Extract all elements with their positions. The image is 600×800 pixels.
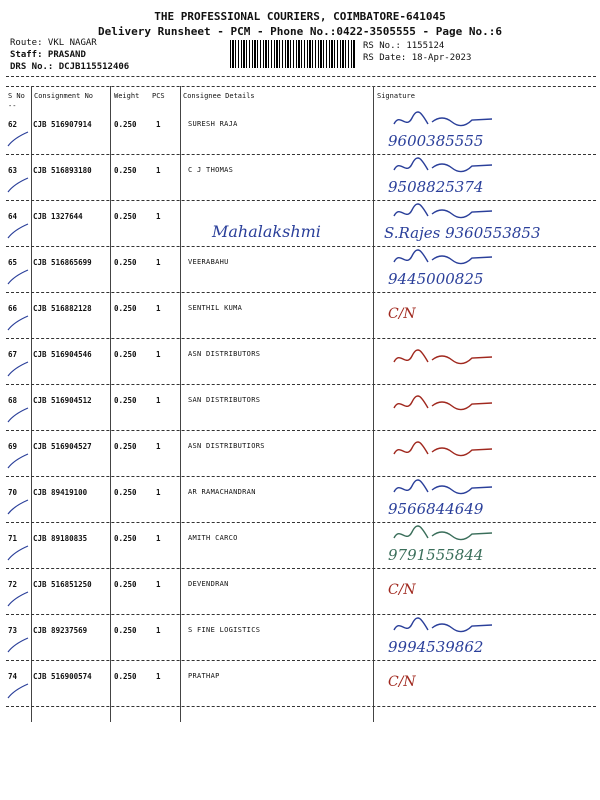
row-sno: 63 [8,166,18,175]
signature-scribble [392,478,502,500]
row-divider [6,430,596,431]
check-mark-icon [4,176,30,196]
row-divider [6,338,596,339]
row-consignment-no: CJB 516904512 [33,396,92,405]
row-pcs: 1 [156,442,161,451]
row-divider [6,614,596,615]
row-consignee: AR RAMACHANDRAN [188,488,256,496]
handwritten-signature: 9600385555 [388,132,484,150]
row-pcs: 1 [156,166,161,175]
handwritten-signature: 9566844649 [388,500,484,518]
check-mark-icon [4,636,30,656]
row-weight: 0.250 [114,304,137,313]
row-sno: 74 [8,672,18,681]
row-consignment-no: CJB 89180835 [33,534,88,543]
row-consignee: C J THOMAS [188,166,234,174]
runsheet-subtitle: Delivery Runsheet - PCM - Phone No.:0422-3505555 - Page No.:6 [98,25,502,38]
row-consignment-no: CJB 516900574 [33,672,92,681]
row-consignment-no: CJB 516907914 [33,120,92,129]
handwritten-signature: C/N [388,674,416,690]
company-title: THE PROFESSIONAL COURIERS, COIMBATORE-641045 [154,10,446,23]
check-mark-icon [4,452,30,472]
row-divider [6,660,596,661]
row-weight: 0.250 [114,350,137,359]
check-mark-icon [4,222,30,242]
signature-scribble [392,202,502,224]
col-header-sno: S No [8,92,25,100]
handwritten-signature: 9445000825 [388,270,484,288]
row-pcs: 1 [156,488,161,497]
row-divider [6,154,596,155]
row-divider [6,522,596,523]
table-row [0,294,600,340]
check-mark-icon [4,268,30,288]
row-consignee: SENTHIL KUMA [188,304,243,312]
rs-number: RS No.: 1155124 [363,41,445,51]
table-row [0,340,600,386]
check-mark-icon [4,590,30,610]
row-weight: 0.250 [114,120,137,129]
table-row [0,570,600,616]
signature-scribble [392,440,502,462]
row-weight: 0.250 [114,442,137,451]
sno-underline: -- [8,102,17,110]
row-sno: 64 [8,212,18,221]
row-divider [6,292,596,293]
signature-scribble [392,394,502,416]
row-pcs: 1 [156,396,161,405]
check-mark-icon [4,406,30,426]
row-divider [6,200,596,201]
row-pcs: 1 [156,580,161,589]
row-weight: 0.250 [114,580,137,589]
table-row [0,110,600,156]
row-pcs: 1 [156,120,161,129]
row-consignee: AMITH CARCO [188,534,238,542]
row-sno: 66 [8,304,18,313]
row-weight: 0.250 [114,534,137,543]
table-row [0,478,600,524]
signature-scribble [392,156,502,178]
table-row [0,386,600,432]
row-consignment-no: CJB 89237569 [33,626,88,635]
row-weight: 0.250 [114,212,137,221]
check-mark-icon [4,314,30,334]
row-pcs: 1 [156,672,161,681]
table-row [0,156,600,202]
barcode [230,40,356,68]
handwritten-signature: 9791555844 [388,546,484,564]
col-header-consignment: Consignment No [34,92,94,100]
row-consignment-no: CJB 516851250 [33,580,92,589]
row-sno: 69 [8,442,18,451]
row-pcs: 1 [156,534,161,543]
row-consignee: S FINE LOGISTICS [188,626,261,634]
row-weight: 0.250 [114,166,137,175]
row-weight: 0.250 [114,258,137,267]
row-sno: 68 [8,396,18,405]
handwritten-signature: S.Rajes 9360553853 [384,224,541,242]
row-consignment-no: CJB 89419100 [33,488,88,497]
signature-scribble [392,616,502,638]
row-consignee: SURESH RAJA [188,120,238,128]
row-pcs: 1 [156,626,161,635]
route-label: Route: VKL NAGAR [10,38,97,48]
row-weight: 0.250 [114,488,137,497]
drs-number: DRS No.: DCJB115512406 [10,62,130,72]
row-pcs: 1 [156,304,161,313]
staff-label: Staff: PRASAND [10,50,86,60]
signature-scribble [392,524,502,546]
divider [6,76,596,77]
row-consignment-no: CJB 516865699 [33,258,92,267]
row-consignment-no: CJB 1327644 [33,212,83,221]
row-sno: 73 [8,626,18,635]
row-divider [6,706,596,707]
row-consignee: SAN DISTRIBUTORS [188,396,261,404]
table-row [0,662,600,708]
signature-scribble [392,110,502,132]
table-row [0,616,600,662]
row-pcs: 1 [156,258,161,267]
check-mark-icon [4,682,30,702]
table-row [0,248,600,294]
row-consignment-no: CJB 516904527 [33,442,92,451]
handwritten-signature: C/N [388,306,416,322]
row-consignment-no: CJB 516904546 [33,350,92,359]
row-sno: 71 [8,534,18,543]
row-consignee: ASN DISTRIBUTIORS [188,442,265,450]
check-mark-icon [4,130,30,150]
row-consignee: PRATHAP [188,672,220,680]
row-sno: 65 [8,258,18,267]
handwritten-name: Mahalakshmi [212,222,321,241]
check-mark-icon [4,360,30,380]
row-pcs: 1 [156,350,161,359]
check-mark-icon [4,498,30,518]
row-sno: 62 [8,120,18,129]
signature-scribble [392,348,502,370]
col-header-weight: Weight [114,92,140,100]
handwritten-signature: 9994539862 [388,638,484,656]
row-weight: 0.250 [114,672,137,681]
row-divider [6,384,596,385]
col-header-signature: Signature [377,92,415,100]
divider [6,86,596,87]
rs-date: RS Date: 18-Apr-2023 [363,53,472,63]
check-mark-icon [4,544,30,564]
row-divider [6,568,596,569]
row-sno: 67 [8,350,18,359]
row-consignment-no: CJB 516882128 [33,304,92,313]
handwritten-signature: 9508825374 [388,178,484,196]
row-consignee: DEVENDRAN [188,580,229,588]
row-divider [6,246,596,247]
row-pcs: 1 [156,212,161,221]
table-row [0,524,600,570]
row-weight: 0.250 [114,626,137,635]
table-row [0,432,600,478]
row-sno: 70 [8,488,18,497]
signature-scribble [392,248,502,270]
col-header-pcs: PCS [152,92,165,100]
row-weight: 0.250 [114,396,137,405]
handwritten-signature: C/N [388,582,416,598]
col-header-consignee: Consignee Details [183,92,255,100]
row-consignee: VEERABAHU [188,258,229,266]
row-consignee: ASN DISTRIBUTORS [188,350,261,358]
row-sno: 72 [8,580,18,589]
row-divider [6,476,596,477]
row-consignment-no: CJB 516893180 [33,166,92,175]
